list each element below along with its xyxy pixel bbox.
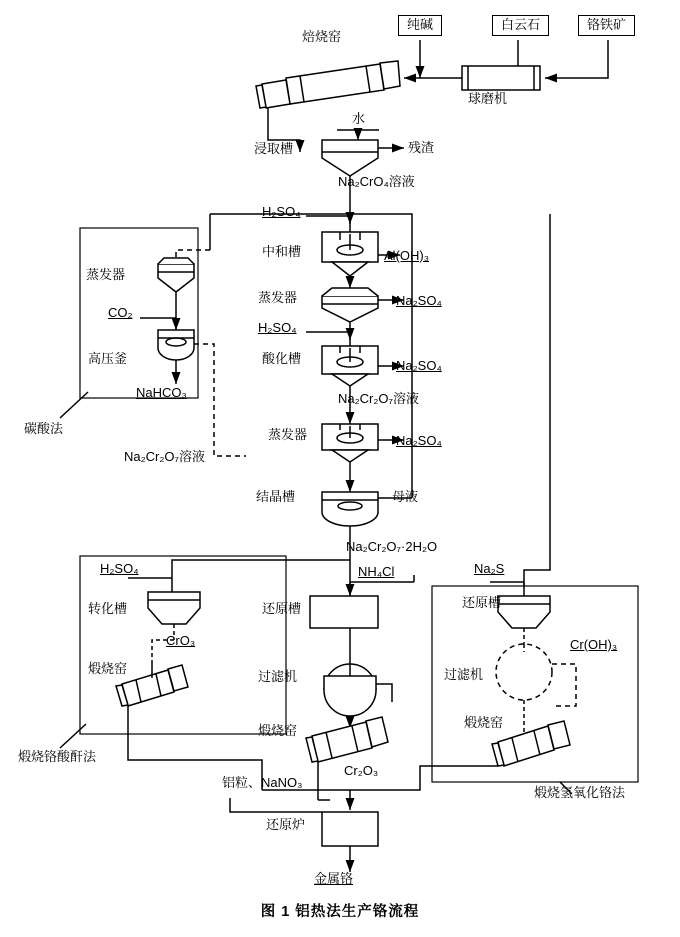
label-dolomite: 白云石 (492, 15, 549, 36)
label-na2cr2o7-solution: Na₂Cr₂O₇溶液 (338, 391, 420, 406)
label-acidify-tank: 酸化槽 (262, 351, 302, 366)
label-water: 水 (352, 111, 366, 126)
label-center-filter: 过滤机 (258, 669, 298, 684)
label-nahco3: NaHCO₃ (136, 385, 187, 400)
label-co2: CO₂ (108, 305, 133, 320)
label-evaporator-1: 蒸发器 (258, 290, 298, 305)
label-na2so4-1: Na₂SO₄ (396, 293, 442, 308)
label-carbonate-evaporator: 蒸发器 (86, 267, 126, 282)
label-carbonate-method: 碳酸法 (24, 421, 64, 436)
label-crystal-tank: 结晶槽 (256, 489, 296, 504)
label-neutral-tank: 中和槽 (262, 244, 302, 259)
label-carbonate-recycle: Na₂Cr₂O₇溶液 (124, 449, 206, 464)
label-na2so4-2: Na₂SO₄ (396, 358, 442, 373)
label-soda: 纯碱 (398, 15, 442, 36)
label-cro3: CrO₃ (166, 633, 196, 648)
label-ball-mill: 球磨机 (468, 91, 508, 106)
label-center-reduction-tank: 还原槽 (262, 601, 302, 616)
label-croh3-method: 煅烧氢氧化铬法 (534, 785, 626, 800)
label-roasting-kiln: 焙烧窑 (302, 29, 342, 44)
label-autoclave: 高压釜 (88, 351, 128, 366)
label-left-h2so4: H₂SO₄ (100, 561, 139, 576)
figure-caption: 图 1 铝热法生产铬流程 (260, 904, 420, 920)
label-leach-tank: 浸取槽 (254, 141, 294, 156)
label-right-filter: 过滤机 (444, 667, 484, 682)
label-metal-chromium: 金属铬 (314, 871, 354, 886)
label-residue: 残渣 (408, 140, 435, 155)
label-right-reduction-tank: 还原槽 (462, 595, 502, 610)
label-center-calcine-kiln: 煅烧窑 (258, 723, 298, 738)
label-left-calcine-kiln: 煅烧窑 (88, 661, 128, 676)
label-cro3-method: 煅烧铬酸酐法 (18, 749, 97, 764)
label-right-calcine-kiln: 煅烧窑 (464, 715, 504, 730)
label-croh3: Cr(OH)₃ (570, 637, 618, 652)
label-mother-liquor: 母液 (392, 489, 419, 504)
label-na2cr2o7-2h2o: Na₂Cr₂O₇·2H₂O (346, 539, 438, 554)
label-evaporator-2: 蒸发器 (268, 427, 308, 442)
label-al-nano3: 铝粒、NaNO₃ (222, 775, 303, 790)
label-na2cro4-solution: Na₂CrO₄溶液 (338, 174, 415, 189)
label-h2so4-2: H₂SO₄ (258, 320, 297, 335)
label-reduction-furnace: 还原炉 (266, 817, 306, 832)
label-na2s: Na₂S (474, 561, 505, 576)
label-cr2o3: Cr₂O₃ (344, 763, 379, 778)
label-convert-tank: 转化槽 (88, 601, 128, 616)
label-h2so4-1: H₂SO₄ (262, 204, 301, 219)
label-aloh3: Al(OH)₃ (384, 248, 430, 263)
label-na2so4-3: Na₂SO₄ (396, 433, 442, 448)
label-chromite: 铬铁矿 (578, 15, 635, 36)
label-nh4cl: NH₄Cl (358, 564, 395, 579)
